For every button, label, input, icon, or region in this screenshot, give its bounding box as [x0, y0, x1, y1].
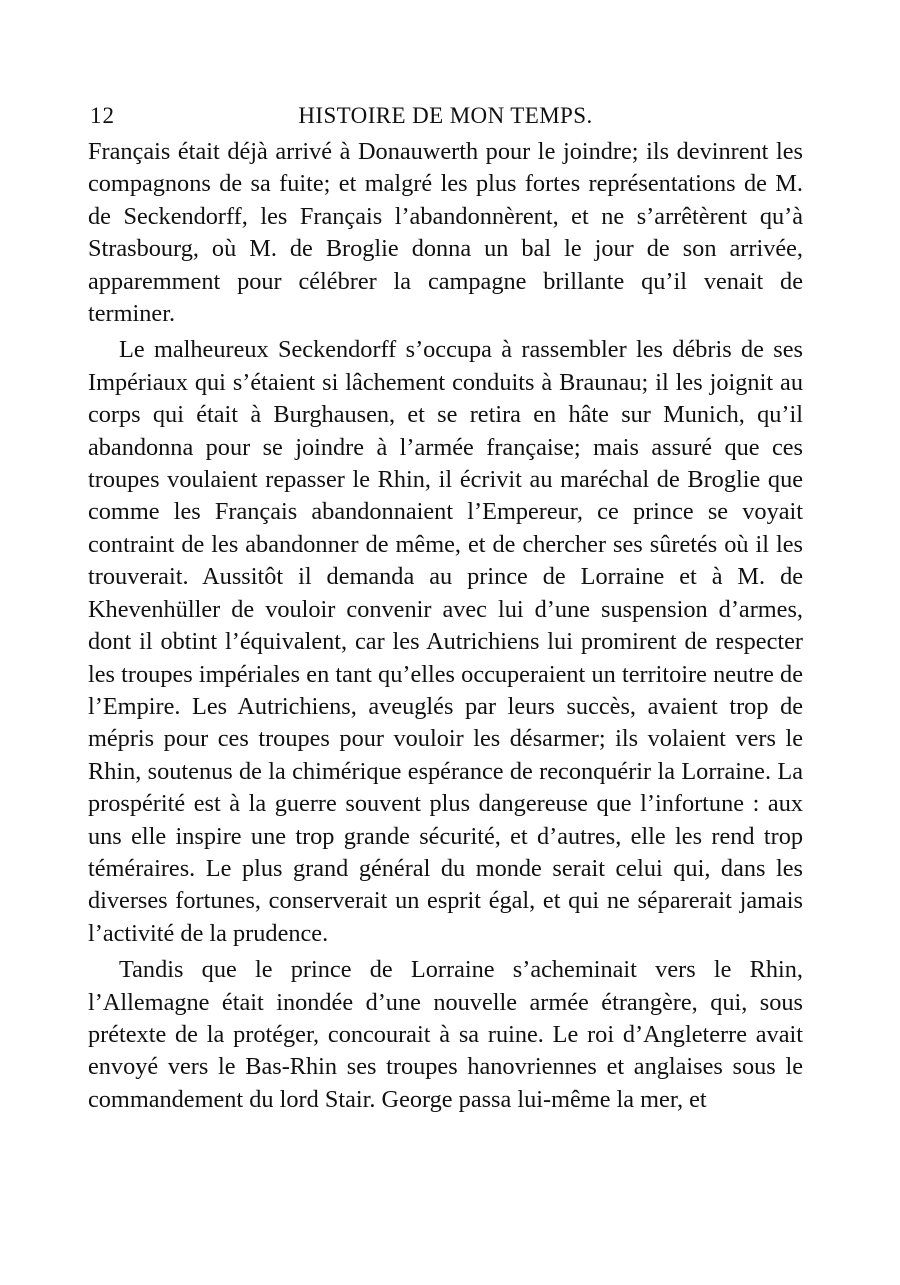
- paragraph-continued: Français était déjà arrivé à Donauwerth pour le joindre; ils devinrent les compagnons de sa fuite; et malgré les plus fortes représentations de M. de Seckendorff, les Français l’abandonnèrent, et ne s’arrêtèrent qu’à Strasbourg, où M. de Broglie donna un bal le jour de son arrivée, apparemment pour célébrer la campagne brillante qu’il venait de terminer.: [88, 138, 803, 328]
- running-head: [88, 96, 803, 136]
- page-number: 12: [90, 103, 115, 128]
- paragraph-seckendorff: Le malheureux Seckendorff s’occupa à rassembler les débris de ses Impériaux qui s’étaient si lâchement conduits à Braunau; il les joignit au corps qui était à Burghausen, et se retira en hâte sur Munich, qu’il abandonna pour se joindre à l’armée française; mais assuré que ces troupes voulaient repasser le Rhin, il écrivit au maréchal de Broglie que comme les Français abandonnaient l’Empereur, ce prince se voyait contraint de les abandonner de même, et de chercher ses sûretés où il les trouverait. Aussitôt il demanda au prince de Lorraine et à M. de Khevenhüller de vouloir convenir avec lui d’une suspension d’armes, dont il obtint l’équivalent, car les Autrichiens lui promirent de respecter les troupes impériales en tant qu’elles occuperaient un territoire neutre de l’Empire. Les Autrichiens, aveuglés par leurs succès, avaient trop de mépris pour ces troupes pour vouloir les désarmer; ils volaient vers le Rhin, soutenus de la chimérique espérance de reconquérir la Lorraine. La prospérité est à la guerre souvent plus dangereuse que l’infortune : aux uns elle inspire une trop grande sécurité, et d’autres, elle les rend trop téméraires. Le plus grand général du monde serait celui qui, dans les diverses fortunes, conserverait un esprit égal, et qui ne séparerait jamais l’activité de la prudence.: [88, 336, 803, 947]
- book-page: [88, 96, 803, 1120]
- paragraph-lorraine-rhin: Tandis que le prince de Lorraine s’acheminait vers le Rhin, l’Allemagne était inondée d’une nouvelle armée étrangère, qui, sous prétexte de la protéger, concourait à sa ruine. Le roi d’Angleterre avait envoyé vers le Bas-Rhin ses troupes hanovriennes et anglaises sous le commandement du lord Stair. George passa lui-même la mer, et: [88, 956, 803, 1113]
- body-text: [88, 136, 803, 1116]
- running-title: HISTOIRE DE MON TEMPS.: [298, 103, 593, 128]
